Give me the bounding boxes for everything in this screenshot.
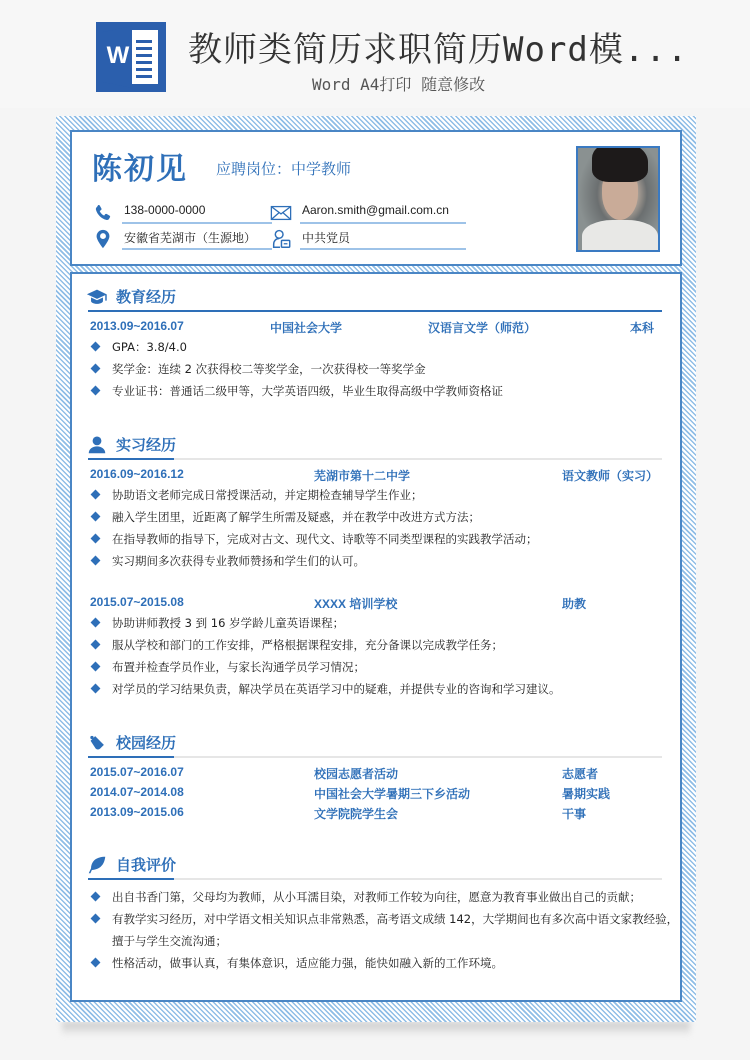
section-title: 教育经历 — [116, 288, 177, 306]
internship-row: 2015.07~2015.08 XXXX 培训学校 助教 — [90, 595, 587, 611]
list-item: 奖学金：连续 2 次获得校二等奖学金，一次获得校一等奖学金 — [86, 358, 662, 380]
list-item: 实习期间多次获得专业教师赞扬和学生们的认可。 — [86, 550, 662, 572]
phone-value: 138-0000-0000 — [124, 203, 206, 217]
campus-row: 2015.07~2016.07 校园志愿者活动 志愿者 — [90, 765, 599, 781]
banner-title: 教师类简历求职简历Word模... — [188, 30, 689, 70]
list-item-continued: 擅于与学生交流沟通； — [112, 934, 227, 948]
location-field — [92, 228, 272, 250]
section-title: 自我评价 — [116, 856, 177, 874]
list-item: 专业证书：普通话二级甲等，大学英语四级，毕业生取得高级中学教师资格证 — [86, 380, 662, 402]
education-section — [86, 284, 662, 402]
list-item: 出自书香门第，父母均为教师，从小耳濡目染，对教师工作较为向往，愿意为教育事业做出自己的贡献； — [86, 886, 662, 908]
banner-subtitle: Word A4打印 随意修改 — [312, 75, 486, 94]
list-item: 布置并检查学员作业，与家长沟通学员学习情况； — [86, 656, 662, 678]
internship-section — [86, 432, 662, 700]
politics-field — [270, 228, 490, 250]
email-value: Aaron.smith@gmail.com.cn — [302, 203, 449, 217]
list-item: 对学员的学习结果负责，解决学员在英语学习中的疑难，并提供专业的咨询和学习建议。 — [86, 678, 662, 700]
phone-field — [92, 202, 272, 224]
location-pin-icon — [92, 228, 114, 250]
campus-row: 2014.07~2014.08 中国社会大学暑期三下乡活动 暑期实践 — [90, 785, 611, 801]
graduation-cap-icon — [86, 286, 108, 308]
list-item: 服从学校和部门的工作安排，严格根据课程安排，充分备课以完成教学任务； — [86, 634, 662, 656]
resume-paper — [56, 116, 696, 1022]
word-logo-icon: W — [96, 22, 166, 92]
politics-value: 中共党员 — [302, 231, 351, 245]
self-evaluation-section — [86, 852, 679, 974]
phone-icon — [92, 202, 114, 224]
resume-body — [70, 272, 682, 1002]
email-icon — [270, 202, 292, 224]
education-row: 2013.09~2016.07 中国社会大学 汉语言文学（师范） 本科 — [90, 319, 655, 335]
section-title: 校园经历 — [116, 734, 177, 752]
campus-row: 2013.09~2015.06 文学院院学生会 干事 — [90, 805, 587, 821]
list-item: 协助讲师教授 3 到 16 岁学龄儿童英语课程； — [86, 612, 662, 634]
job-target: 应聘岗位：中学教师 — [216, 160, 352, 178]
campus-section — [86, 730, 662, 822]
location-value: 安徽省芜湖市（生源地） — [124, 231, 257, 245]
leaf-icon — [86, 854, 108, 876]
profile-photo — [576, 146, 660, 252]
resume-header — [70, 130, 682, 266]
paper-shadow — [62, 1022, 690, 1036]
list-item: 在指导教师的指导下，完成对古文、现代文、诗歌等不同类型课程的实践教学活动； — [86, 528, 662, 550]
banner — [0, 0, 750, 108]
list-item: 融入学生团里，近距离了解学生所需及疑惑，并在教学中改进方式方法； — [86, 506, 662, 528]
internship-row: 2016.09~2016.12 芜湖市第十二中学 语文教师（实习） — [90, 467, 659, 483]
list-item: 性格活动，做事认真，有集体意识，适应能力强，能快如融入新的工作环境。 — [86, 952, 662, 974]
list-item: 有教学实习经历，对中学语文相关知识点非常熟悉，高考语文成绩 142，大学期间也有多次高中语文家教经验， — [86, 908, 662, 930]
list-item: 协助语文老师完成日常授课活动，并定期检查辅导学生作业； — [86, 484, 662, 506]
email-field — [270, 202, 490, 224]
user-id-icon — [270, 228, 292, 250]
candidate-name: 陈初见 — [92, 152, 188, 187]
list-item: GPA：3.8/4.0 — [86, 336, 662, 358]
section-title: 实习经历 — [116, 436, 177, 454]
mouse-icon — [86, 732, 108, 754]
user-icon — [86, 434, 108, 456]
